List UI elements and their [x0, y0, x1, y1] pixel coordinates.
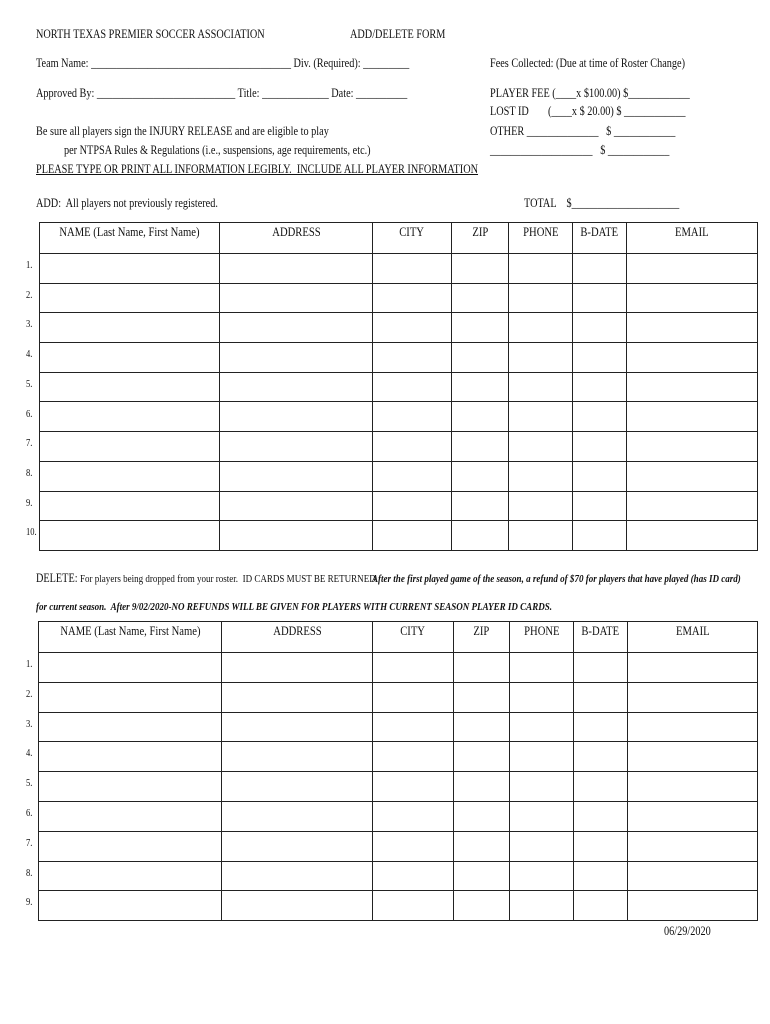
entry-cell[interactable] [452, 283, 509, 313]
entry-cell[interactable] [40, 313, 220, 343]
entry-cell[interactable] [574, 891, 628, 921]
entry-cell[interactable] [220, 402, 373, 432]
entry-cell[interactable] [452, 432, 509, 462]
lost-id-label: LOST ID [490, 104, 529, 118]
row-number: 1. [26, 260, 33, 271]
entry-cell[interactable] [509, 521, 573, 551]
entry-cell[interactable] [573, 343, 627, 373]
entry-cell[interactable] [39, 712, 222, 742]
entry-cell[interactable] [454, 742, 510, 772]
entry-cell[interactable] [509, 402, 573, 432]
entry-cell[interactable] [39, 682, 222, 712]
table-row [39, 772, 758, 802]
entry-cell[interactable] [40, 372, 220, 402]
entry-cell[interactable] [573, 432, 627, 462]
entry-cell[interactable] [628, 742, 758, 772]
entry-cell[interactable] [220, 313, 373, 343]
entry-cell[interactable] [220, 372, 373, 402]
entry-cell[interactable] [574, 712, 628, 742]
entry-cell[interactable] [373, 343, 452, 373]
add-header-city: CITY [373, 223, 452, 254]
entry-cell[interactable] [40, 461, 220, 491]
row-number: 5. [26, 778, 33, 790]
entry-cell[interactable] [373, 283, 452, 313]
entry-cell[interactable] [509, 432, 573, 462]
entry-cell[interactable] [510, 712, 574, 742]
add-header-bdate: B-DATE [573, 223, 627, 254]
approved-by-field: Approved By: ___________________________ Title: _____________ Date: __________ [36, 86, 408, 100]
entry-cell[interactable] [628, 891, 758, 921]
entry-cell[interactable] [510, 772, 574, 802]
row-number: 4. [26, 349, 33, 361]
entry-cell[interactable] [40, 521, 220, 551]
entry-cell[interactable] [220, 491, 373, 521]
entry-cell[interactable] [220, 432, 373, 462]
delete-header-name: NAME (Last Name, First Name) [39, 622, 222, 653]
entry-cell[interactable] [628, 831, 758, 861]
entry-cell[interactable] [40, 343, 220, 373]
row-number: 2. [26, 688, 33, 700]
lost-id-line: (____x $ 20.00) $ ____________ [548, 104, 686, 118]
entry-cell[interactable] [574, 831, 628, 861]
entry-cell[interactable] [222, 742, 373, 772]
entry-cell[interactable] [573, 313, 627, 343]
entry-cell[interactable] [510, 682, 574, 712]
entry-cell[interactable] [39, 861, 222, 891]
entry-cell[interactable] [452, 343, 509, 373]
delete-header-zip: ZIP [454, 622, 510, 653]
entry-cell[interactable] [454, 712, 510, 742]
table-row [39, 801, 758, 831]
row-number: 6. [26, 408, 33, 420]
row-number: 9. [26, 497, 33, 509]
entry-cell[interactable] [222, 653, 373, 683]
entry-cell[interactable] [222, 712, 373, 742]
entry-cell[interactable] [627, 283, 758, 313]
entry-cell[interactable] [373, 682, 454, 712]
entry-cell[interactable] [373, 831, 454, 861]
entry-cell[interactable] [509, 254, 573, 284]
entry-cell[interactable] [574, 801, 628, 831]
table-row [40, 461, 758, 491]
entry-cell[interactable] [220, 461, 373, 491]
add-header-name: NAME (Last Name, First Name) [40, 223, 220, 254]
entry-cell[interactable] [510, 801, 574, 831]
entry-cell[interactable] [627, 432, 758, 462]
entry-cell[interactable] [627, 372, 758, 402]
table-row [40, 521, 758, 551]
row-number: 3. [26, 319, 33, 331]
other-fee-line: OTHER ______________ $ ____________ [490, 124, 676, 138]
row-number: 1. [26, 659, 33, 670]
delete-header-email: EMAIL [628, 622, 758, 653]
entry-cell[interactable] [373, 491, 452, 521]
entry-cell[interactable] [628, 772, 758, 802]
entry-cell[interactable] [574, 742, 628, 772]
entry-cell[interactable] [40, 283, 220, 313]
entry-cell[interactable] [452, 491, 509, 521]
entry-cell[interactable] [222, 861, 373, 891]
entry-cell[interactable] [454, 772, 510, 802]
row-number: 9. [26, 897, 33, 909]
entry-cell[interactable] [373, 653, 454, 683]
entry-cell[interactable] [510, 653, 574, 683]
entry-cell[interactable] [373, 712, 454, 742]
table-row [40, 372, 758, 402]
table-row [39, 831, 758, 861]
table-row [40, 343, 758, 373]
row-number: 4. [26, 748, 33, 760]
entry-cell[interactable] [574, 653, 628, 683]
entry-cell[interactable] [509, 313, 573, 343]
add-header-address: ADDRESS [220, 223, 373, 254]
entry-cell[interactable] [454, 653, 510, 683]
entry-cell[interactable] [373, 891, 454, 921]
entry-cell[interactable] [573, 254, 627, 284]
entry-cell[interactable] [574, 682, 628, 712]
entry-cell[interactable] [220, 521, 373, 551]
entry-cell[interactable] [509, 372, 573, 402]
entry-cell[interactable] [40, 254, 220, 284]
entry-cell[interactable] [373, 861, 454, 891]
total-line: TOTAL $_____________________ [524, 196, 680, 210]
entry-cell[interactable] [510, 861, 574, 891]
entry-cell[interactable] [509, 461, 573, 491]
entry-cell[interactable] [40, 432, 220, 462]
entry-cell[interactable] [452, 521, 509, 551]
entry-cell[interactable] [39, 742, 222, 772]
entry-cell[interactable] [454, 831, 510, 861]
entry-cell[interactable] [373, 801, 454, 831]
entry-cell[interactable] [373, 254, 452, 284]
org-title: NORTH TEXAS PREMIER SOCCER ASSOCIATION [36, 27, 265, 41]
entry-cell[interactable] [573, 491, 627, 521]
form-title: ADD/DELETE FORM [350, 27, 446, 41]
table-row [40, 402, 758, 432]
entry-cell[interactable] [574, 861, 628, 891]
entry-cell[interactable] [628, 712, 758, 742]
entry-cell[interactable] [39, 772, 222, 802]
entry-cell[interactable] [627, 521, 758, 551]
entry-cell[interactable] [39, 831, 222, 861]
entry-cell[interactable] [627, 254, 758, 284]
entry-cell[interactable] [39, 891, 222, 921]
table-row [39, 742, 758, 772]
fees-heading: Fees Collected: (Due at time of Roster Change) [490, 56, 685, 70]
entry-cell[interactable] [373, 432, 452, 462]
entry-cell[interactable] [452, 461, 509, 491]
add-header-email: EMAIL [627, 223, 758, 254]
row-number: 7. [26, 837, 33, 849]
table-row [39, 653, 758, 683]
entry-cell[interactable] [40, 402, 220, 432]
instruction-line-3: PLEASE TYPE OR PRINT ALL INFORMATION LEGIBLY. INCLUDE ALL PLAYER INFORMATION [36, 162, 479, 176]
delete-players-table [38, 621, 758, 921]
entry-cell[interactable] [627, 461, 758, 491]
table-row [40, 491, 758, 521]
entry-cell[interactable] [222, 682, 373, 712]
row-number: 7. [26, 438, 33, 450]
entry-cell[interactable] [510, 742, 574, 772]
player-fee-line: PLAYER FEE (____x $100.00) $____________ [490, 86, 690, 100]
entry-cell[interactable] [573, 461, 627, 491]
entry-cell[interactable] [628, 682, 758, 712]
entry-cell[interactable] [373, 742, 454, 772]
entry-cell[interactable] [452, 372, 509, 402]
entry-cell[interactable] [454, 861, 510, 891]
entry-cell[interactable] [222, 801, 373, 831]
delete-header-city: CITY [373, 622, 454, 653]
entry-cell[interactable] [574, 772, 628, 802]
entry-cell[interactable] [510, 891, 574, 921]
instruction-line-1: Be sure all players sign the INJURY RELEASE and are eligible to play [36, 124, 329, 138]
delete-header-bdate: B-DATE [574, 622, 628, 653]
row-number: 6. [26, 808, 33, 819]
entry-cell[interactable] [628, 861, 758, 891]
entry-cell[interactable] [454, 891, 510, 921]
entry-cell[interactable] [220, 343, 373, 373]
team-name-field: Team Name: _______________________________________ Div. (Required): _________ [36, 56, 410, 70]
entry-cell[interactable] [573, 283, 627, 313]
add-players-table [39, 222, 758, 551]
entry-cell[interactable] [454, 801, 510, 831]
entry-cell[interactable] [220, 283, 373, 313]
entry-cell[interactable] [40, 491, 220, 521]
entry-cell[interactable] [452, 254, 509, 284]
entry-cell[interactable] [509, 343, 573, 373]
entry-cell[interactable] [509, 283, 573, 313]
instruction-line-2: per NTPSA Rules & Regulations (i.e., suspensions, age requirements, etc.) [64, 143, 371, 157]
blank-fee-line: ____________________ $ ____________ [490, 143, 670, 157]
table-row [39, 891, 758, 921]
entry-cell[interactable] [39, 801, 222, 831]
entry-cell[interactable] [220, 254, 373, 284]
table-row [39, 861, 758, 891]
entry-cell[interactable] [373, 372, 452, 402]
entry-cell[interactable] [222, 772, 373, 802]
entry-cell[interactable] [222, 831, 373, 861]
table-row [40, 283, 758, 313]
entry-cell[interactable] [627, 343, 758, 373]
delete-section-text: For players being dropped from your roster. ID CARDS MUST BE RETURNED. [80, 573, 378, 585]
row-number: 3. [26, 718, 33, 730]
entry-cell[interactable] [373, 772, 454, 802]
entry-cell[interactable] [452, 402, 509, 432]
add-header-zip: ZIP [452, 223, 509, 254]
entry-cell[interactable] [373, 402, 452, 432]
entry-cell[interactable] [454, 682, 510, 712]
delete-section-label: DELETE: [36, 571, 78, 585]
entry-cell[interactable] [373, 521, 452, 551]
table-row [40, 313, 758, 343]
entry-cell[interactable] [627, 313, 758, 343]
row-number: 8. [26, 467, 33, 479]
entry-cell[interactable] [39, 653, 222, 683]
table-row [40, 254, 758, 284]
refund-policy-line-2: for current season. After 9/02/2020-NO REFUNDS WILL BE GIVEN FOR PLAYERS WITH CURRENT SEASON PLAYER ID CARDS. [36, 601, 552, 613]
refund-policy-line-1: After the first played game of the season, a refund of $70 for players that have played (has ID card) [372, 573, 741, 585]
add-section-label: ADD: All players not previously registered. [36, 196, 218, 210]
entry-cell[interactable] [510, 831, 574, 861]
table-row [39, 682, 758, 712]
revision-date: 06/29/2020 [664, 924, 711, 938]
entry-cell[interactable] [222, 891, 373, 921]
row-number: 10. [26, 527, 37, 539]
entry-cell[interactable] [509, 491, 573, 521]
entry-cell[interactable] [627, 491, 758, 521]
row-number: 2. [26, 289, 33, 301]
table-row [40, 432, 758, 462]
entry-cell[interactable] [627, 402, 758, 432]
entry-cell[interactable] [373, 461, 452, 491]
entry-cell[interactable] [628, 801, 758, 831]
entry-cell[interactable] [628, 653, 758, 683]
entry-cell[interactable] [573, 521, 627, 551]
entry-cell[interactable] [573, 372, 627, 402]
entry-cell[interactable] [573, 402, 627, 432]
row-number: 8. [26, 867, 33, 879]
delete-header-phone: PHONE [510, 622, 574, 653]
add-header-phone: PHONE [509, 223, 573, 254]
delete-header-address: ADDRESS [222, 622, 373, 653]
table-row [39, 712, 758, 742]
entry-cell[interactable] [373, 313, 452, 343]
entry-cell[interactable] [452, 313, 509, 343]
row-number: 5. [26, 378, 33, 390]
